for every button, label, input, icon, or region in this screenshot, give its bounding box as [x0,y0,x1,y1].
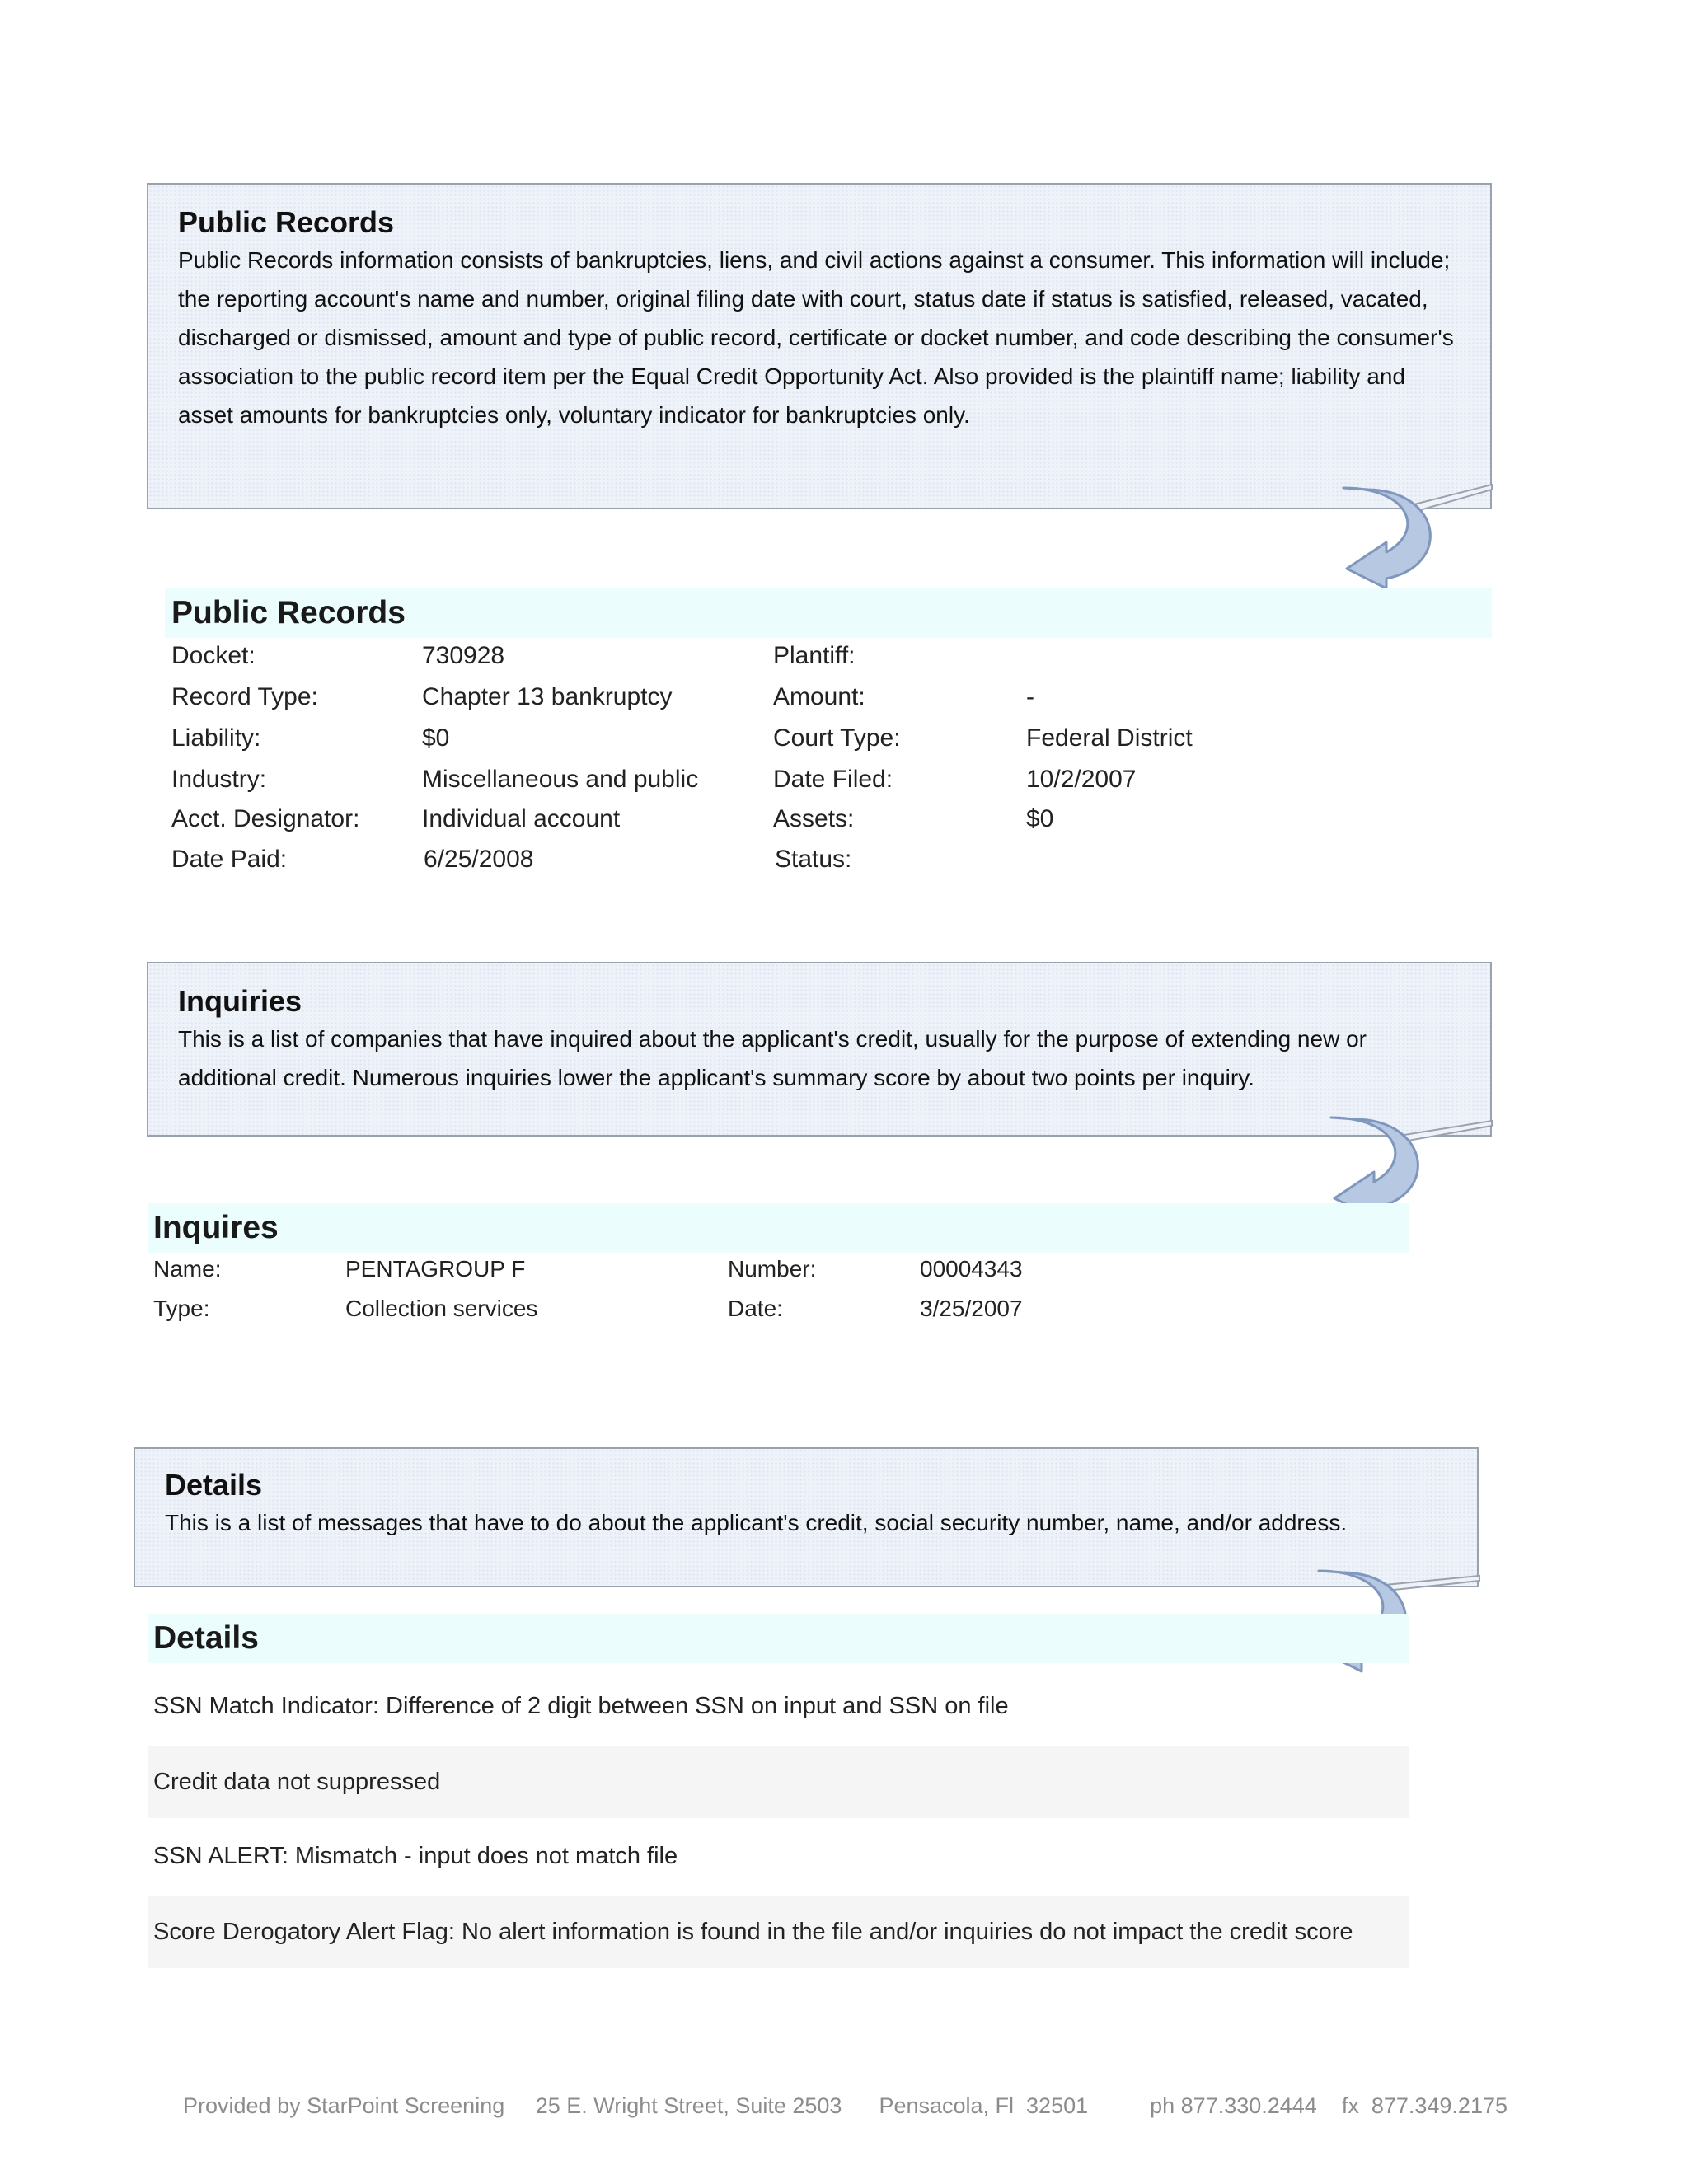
callout-title: Details [165,1468,263,1502]
inquiry-number-label: Number: [728,1256,817,1282]
inquires-header: Inquires [148,1203,1409,1253]
date-paid-value: 6/25/2008 [424,846,534,873]
docket-value: 730928 [422,642,505,669]
inquiry-name-value: PENTAGROUP F [345,1256,526,1282]
detail-row: Credit data not suppressed [148,1746,1409,1818]
docket-label: Docket: [171,642,256,669]
callout-title: Public Records [178,205,395,239]
detail-row: SSN Match Indicator: Difference of 2 digit between SSN on input and SSN on file [153,1693,1009,1719]
plantiff-label: Plantiff: [773,642,856,669]
callout-text: This is a list of messages that have to do about the applicant's credit, social security number, name, and/or address. [165,1510,1348,1535]
assets-value: $0 [1026,805,1054,832]
public-records-header: Public Records [165,588,1492,638]
amount-label: Amount: [773,683,865,710]
record-type-label: Record Type: [171,683,318,710]
inquiries-callout [147,962,1492,1137]
inquiry-number-value: 00004343 [920,1256,1023,1282]
court-type-value: Federal District [1026,724,1193,752]
date-filed-label: Date Filed: [773,766,893,793]
detail-row: Score Derogatory Alert Flag: No alert information is found in the file and/or inquiries do not impact the credit score [148,1896,1409,1968]
detail-row: SSN ALERT: Mismatch - input does not match file [153,1843,678,1869]
callout-pointer-arrow-icon [1335,483,1500,592]
inquiry-name-label: Name: [153,1256,222,1282]
acct-designator-label: Acct. Designator: [171,805,360,832]
liability-label: Liability: [171,724,261,752]
court-type-label: Court Type: [773,724,901,752]
callout-text: This is a list of companies that have inquired about the applicant's credit, usually for the purpose of extending new or additional credit. Numerous inquiries lower the applicant's summary score by about two points per inquiry. [178,1026,1367,1090]
footer-contact-info: Provided by StarPoint Screening 25 E. Wright Street, Suite 2503 Pensacola, Fl 32501 ph 877.330.2444 fx 877.349.2175 [183,2093,1508,2118]
details-callout [134,1447,1479,1587]
inquiry-date-label: Date: [728,1296,783,1321]
inquiry-date-value: 3/25/2007 [920,1296,1023,1321]
industry-value: Miscellaneous and public [422,766,699,793]
public-records-callout [147,183,1492,509]
assets-label: Assets: [773,805,855,832]
date-paid-label: Date Paid: [171,846,288,873]
callout-title: Inquiries [178,984,302,1018]
date-filed-value: 10/2/2007 [1026,766,1137,793]
inquiry-type-value: Collection services [345,1296,538,1321]
record-type-value: Chapter 13 bankruptcy [422,683,673,710]
callout-text: Public Records information consists of bankruptcies, liens, and civil actions against a consumer. This information will include; the reporting account's name and number, original filing date with court, status date if status is satisfied, released, vacated, discharged or dismissed, amount and type of public record, certificate or docket number, and code describing the consumer's association to the public record item per the Equal Credit Opportunity Act. Also provided is the plaintiff name; liability and asset amounts for bankruptcies only, voluntary indicator for bankruptcies only. [178,247,1454,428]
amount-value: - [1026,683,1034,710]
industry-label: Industry: [171,766,267,793]
inquiry-type-label: Type: [153,1296,210,1321]
liability-value: $0 [422,724,450,752]
status-label: Status: [775,846,852,873]
acct-designator-value: Individual account [422,805,621,832]
details-header: Details [148,1614,1409,1663]
